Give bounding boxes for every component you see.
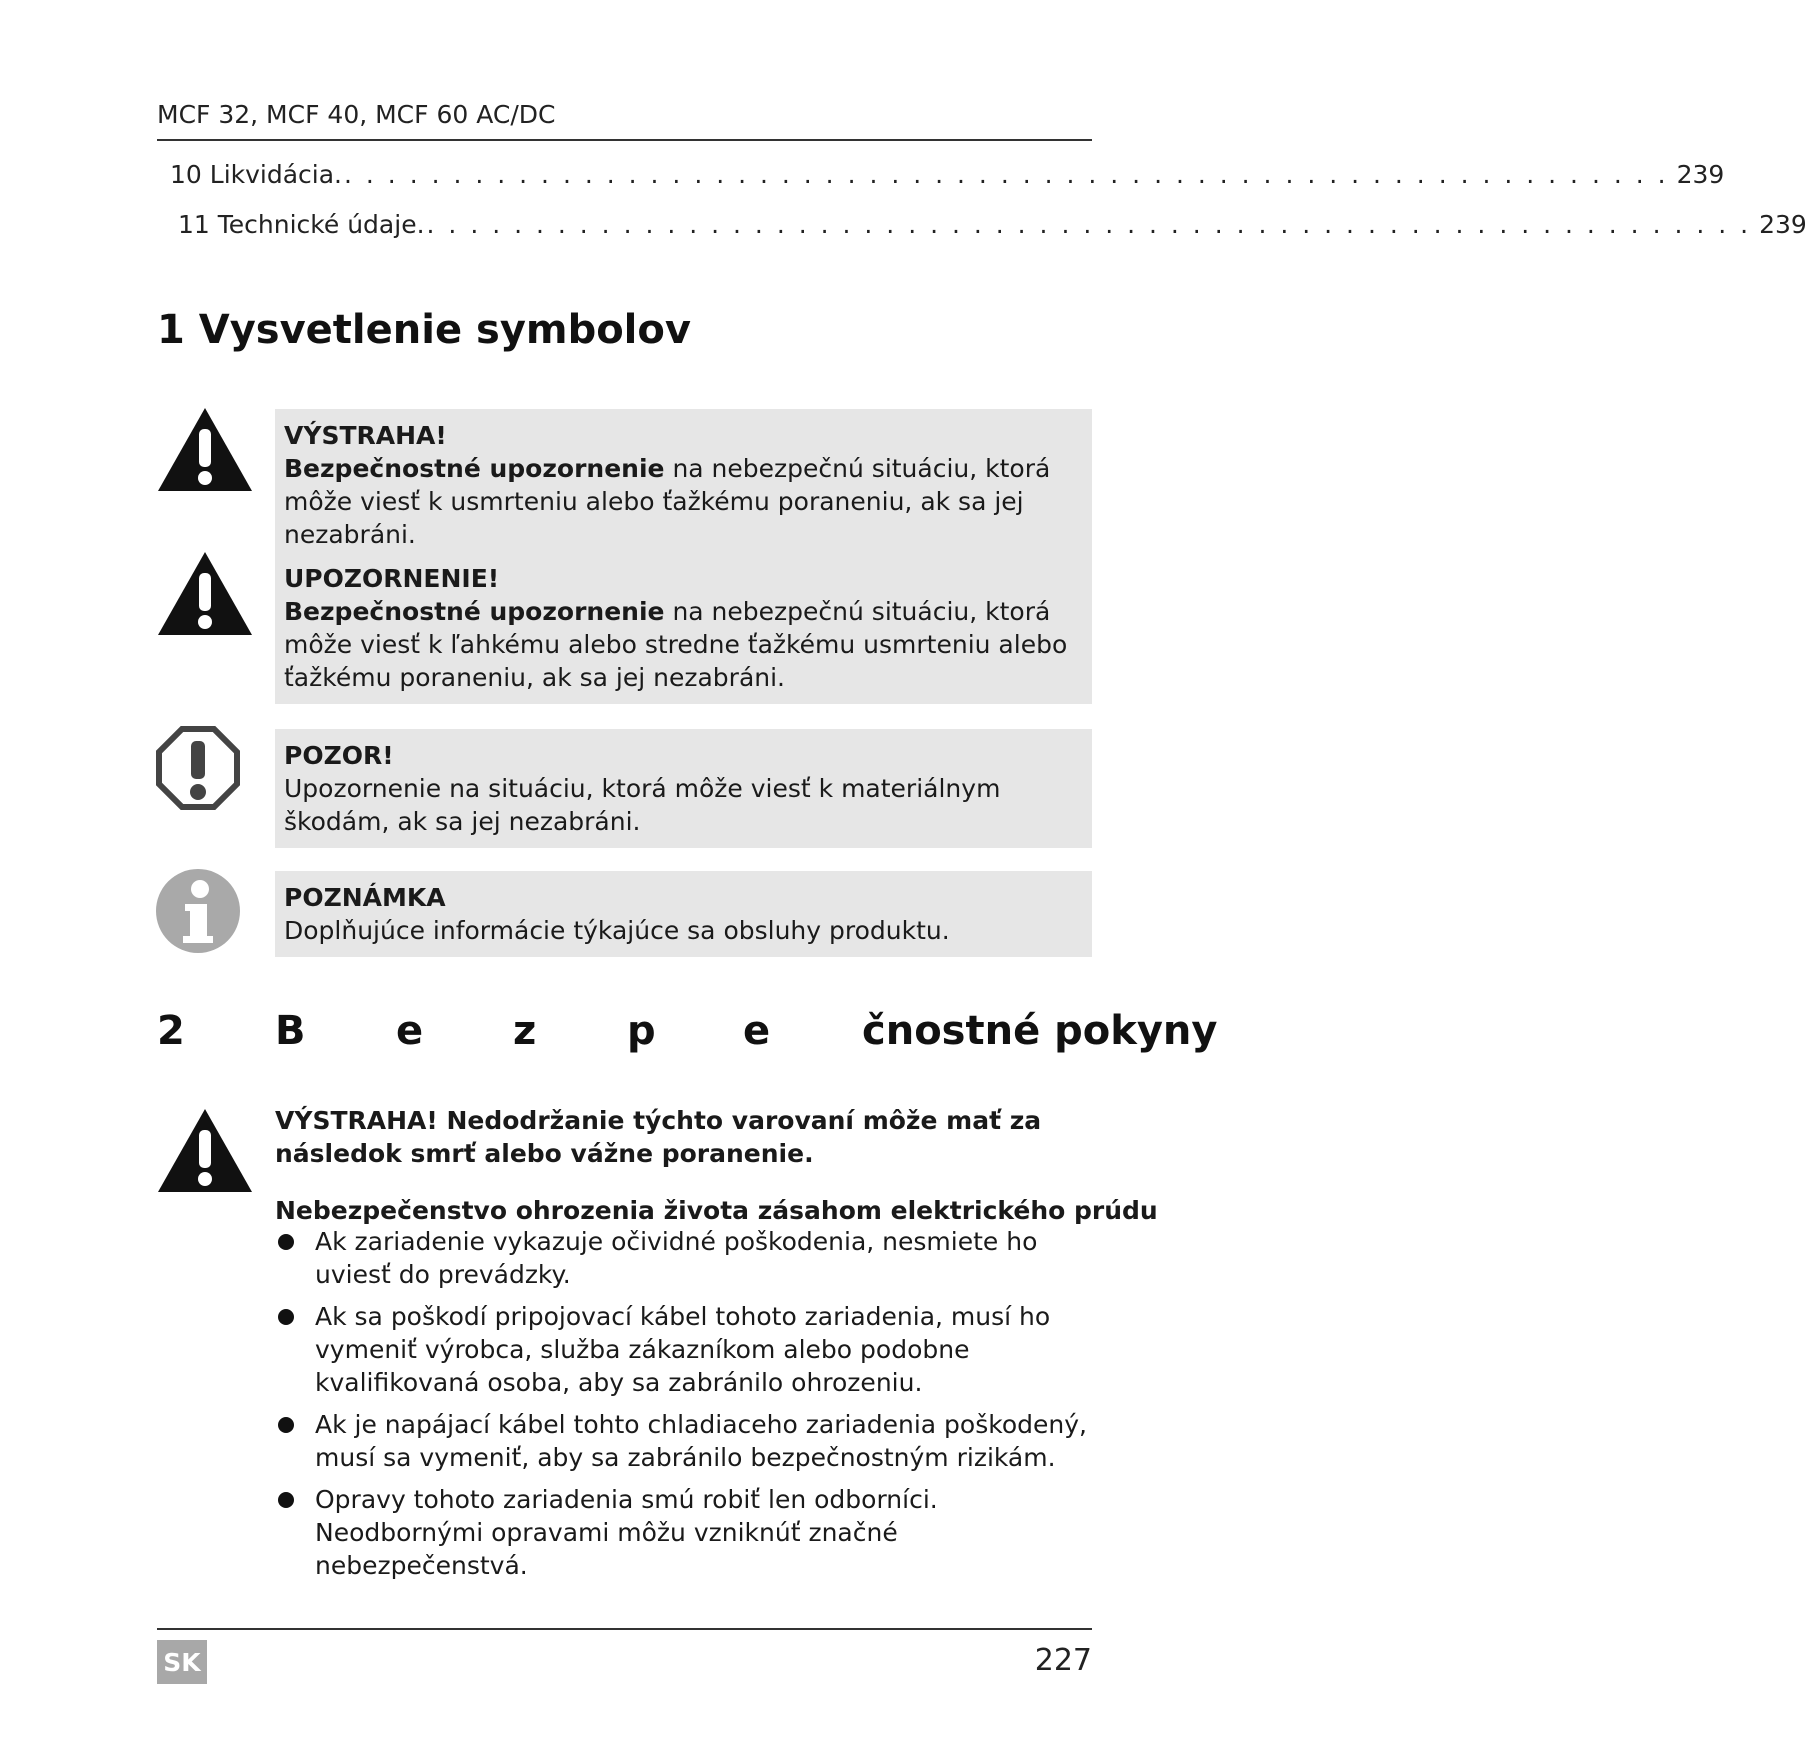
footer-divider: [157, 1628, 1092, 1630]
notice-text: na nebezpečnú situáciu, ktorá môže viesť k ľahkému alebo stredne ťažkému usmrteniu alebo ťažkému poraneniu, ak sa jej nezabráni.: [284, 597, 1068, 692]
toc-entry-page: 239: [1676, 160, 1725, 189]
list-item-text: Ak sa poškodí pripojovací kábel tohoto zariadenia, musí ho vymeniť výrobca, služba zákazníkom alebo podobne kvalifikovaná osoba, aby sa zabránilo ohrozeniu.: [315, 1302, 1051, 1397]
section-heading: 1 Vysvetlenie symbolov: [157, 307, 691, 353]
notice-title: VÝSTRAHA!: [284, 421, 447, 450]
warning-triangle-icon: [155, 1106, 255, 1196]
caution-notice-box: [275, 552, 1092, 704]
document-header-title: MCF 32, MCF 40, MCF 60 AC/DC: [157, 100, 556, 129]
notice-title: POZOR!: [284, 741, 394, 770]
toc-entry[interactable]: [178, 210, 1807, 239]
heading-part: čnostné pokyny: [862, 1008, 1218, 1054]
notice-lead: Bezpečnostné upozornenie: [284, 454, 665, 483]
notice-text: Doplňujúce informácie týkajúce sa obsluhy produktu.: [284, 916, 950, 945]
heading-part: B: [275, 1008, 306, 1054]
notice-title: POZNÁMKA: [284, 883, 446, 912]
toc-entry-number: 11: [178, 210, 210, 239]
header-divider: [157, 139, 1092, 141]
list-item-text: Opravy tohoto zariadenia smú robiť len odborníci. Neodbornými opravami môžu vzniknúť značné nebezpečenstvá.: [315, 1485, 938, 1580]
warning-notice-box: [275, 409, 1092, 561]
page-number: 227: [1034, 1643, 1092, 1678]
list-item-text: Ak je napájací kábel tohto chladiaceho zariadenia poškodený, musí sa vymeniť, aby sa zabránilo bezpečnostným rizikám.: [315, 1410, 1087, 1472]
notice-title: UPOZORNENIE!: [284, 564, 500, 593]
toc-entry-number: 10: [170, 160, 202, 189]
heading-part: z: [513, 1008, 537, 1054]
note-notice-box: [275, 871, 1092, 957]
toc-entry-page: 239: [1759, 210, 1807, 239]
bullet-dot: [278, 1234, 294, 1250]
toc-entry[interactable]: [170, 160, 1725, 189]
warning-triangle-icon: [155, 549, 255, 639]
heading-part: 2: [157, 1008, 185, 1054]
hazard-subheading: Nebezpečenstvo ohrozenia života zásahom elektrického prúdu: [275, 1196, 1158, 1225]
safety-warning-text: VÝSTRAHA! Nedodržanie týchto varovaní môže mať za následok smrť alebo vážne poranenie.: [275, 1106, 1042, 1168]
toc-entry-label: Likvidácia.: [209, 160, 343, 189]
notice-lead: Bezpečnostné upozornenie: [284, 597, 665, 626]
toc-leader-dots: . . . . . . . . . . . . . . . . . . . . . . . . . . . . . . . . . . . . . . . . . . . . . . . . . . . . . . . . . . . . .: [344, 160, 1669, 189]
bullet-dot: [278, 1417, 294, 1433]
language-badge: SK: [157, 1640, 207, 1684]
bullet-dot: [278, 1309, 294, 1325]
notice-text: Upozornenie na situáciu, ktorá môže viesť k materiálnym škodám, ak sa jej nezabráni.: [284, 774, 1001, 836]
attention-notice-box: [275, 729, 1092, 848]
heading-part: p: [627, 1008, 656, 1054]
toc-entry-label: Technické údaje.: [217, 210, 425, 239]
notice-text: na nebezpečnú situáciu, ktorá môže viesť k usmrteniu alebo ťažkému poraneniu, ak sa jej nezabráni.: [284, 454, 1051, 549]
caution-octagon-icon: [155, 725, 241, 811]
heading-part: e: [396, 1008, 424, 1054]
warning-triangle-icon: [155, 405, 255, 495]
info-icon: [155, 868, 241, 954]
toc-leader-dots: . . . . . . . . . . . . . . . . . . . . . . . . . . . . . . . . . . . . . . . . . . . . . . . . . . . . . . . . . . . . .: [426, 210, 1752, 239]
heading-part: e: [743, 1008, 771, 1054]
bullet-dot: [278, 1492, 294, 1508]
list-item-text: Ak zariadenie vykazuje očividné poškodenia, nesmiete ho uviesť do prevádzky.: [315, 1227, 1038, 1289]
